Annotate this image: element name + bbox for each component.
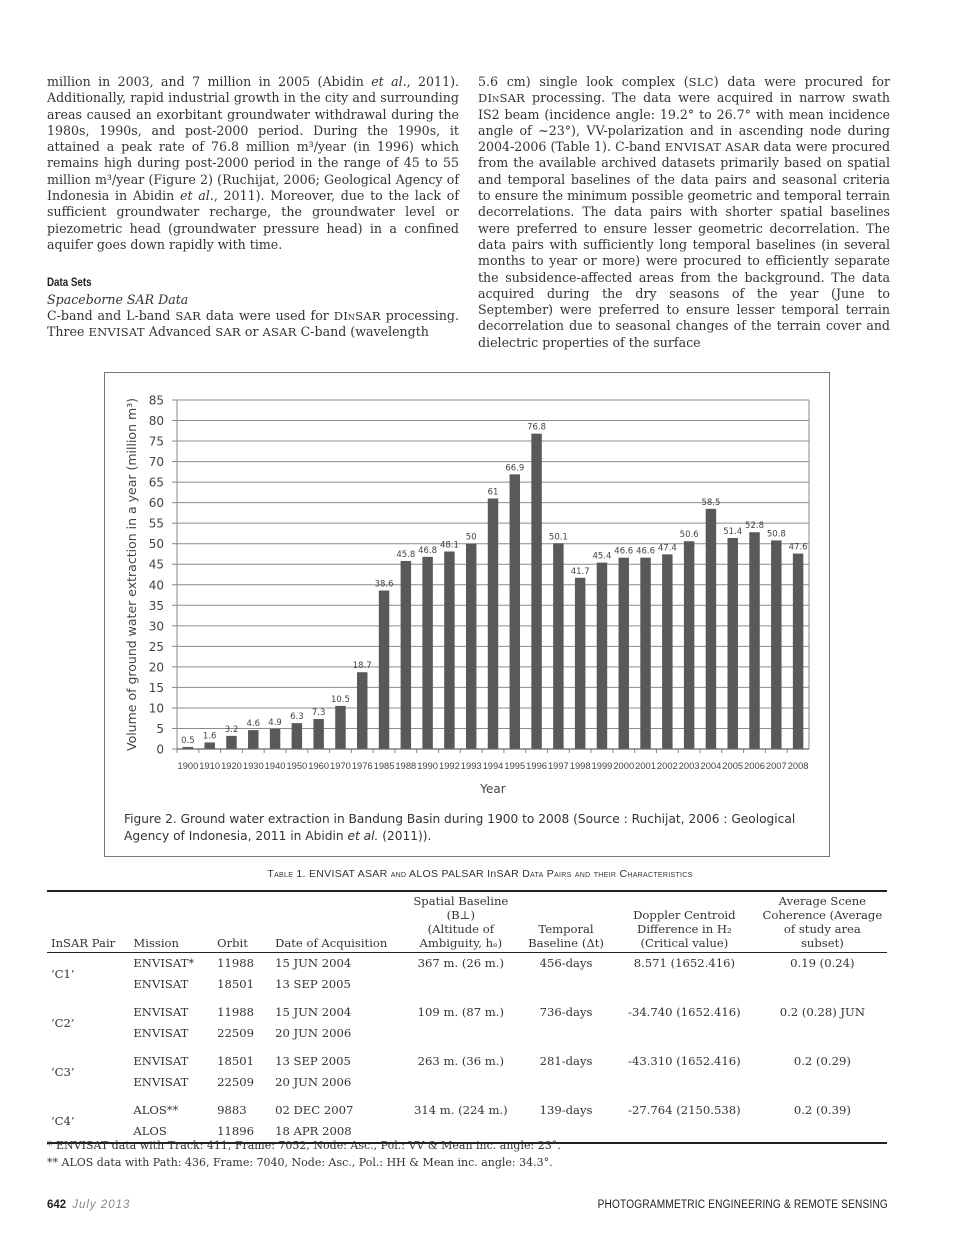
- cell-mission: ENVISAT: [133, 1005, 189, 1019]
- y-tick-label: 25: [148, 639, 164, 654]
- journal-name: PHOTOGRAMMETRIC ENGINEERING & REMOTE SENSING: [597, 1199, 888, 1211]
- header-insar-pair: InSAR Pair: [51, 936, 116, 950]
- cell-spatial-baseline: 109 m. (87 m.): [417, 1005, 504, 1019]
- bar-value-label: 76.8: [527, 422, 547, 433]
- cell-coherence: 0.2 (0.29): [793, 1054, 851, 1068]
- table-row: [47, 1002, 887, 1023]
- y-tick-label: 35: [148, 598, 164, 613]
- bar-value-label: 45.4: [592, 551, 612, 562]
- x-axis-title: Year: [480, 782, 506, 796]
- cell-date: 02 DEC 2007: [275, 1103, 354, 1117]
- bar: [727, 538, 737, 749]
- header-spatial-baseline: Spatial Baseline (B⊥) (Altitude of Ambiguity, hₑ): [413, 894, 509, 950]
- x-tick-label: 1950: [286, 761, 308, 771]
- bar: [422, 557, 432, 749]
- bar-value-label: 38.6: [374, 579, 394, 590]
- cell-mission: ENVISAT: [133, 1054, 189, 1068]
- y-tick-label: 15: [148, 680, 164, 695]
- cell-date: 13 SEP 2005: [275, 977, 351, 991]
- table-row: [47, 1051, 887, 1072]
- cell-orbit: 18501: [217, 977, 254, 991]
- bar: [510, 474, 520, 749]
- bar-value-label: 4.6: [246, 719, 261, 730]
- cell-spatial-baseline: 263 m. (36 m.): [417, 1054, 504, 1068]
- x-tick-label: 2003: [678, 761, 700, 771]
- cell-date: 18 APR 2008: [275, 1124, 352, 1138]
- cell-temporal-baseline: 139-days: [539, 1103, 593, 1117]
- x-tick-label: 1920: [221, 761, 242, 771]
- cell-date: 20 JUN 2006: [275, 1075, 352, 1089]
- x-tick-label: 1996: [526, 761, 547, 771]
- cell-doppler: -34.740 (1652.416): [628, 1005, 741, 1019]
- y-tick-label: 45: [148, 557, 164, 572]
- x-tick-label: 1960: [308, 761, 330, 771]
- bar-value-label: 6.3: [290, 712, 304, 723]
- bar: [706, 509, 716, 749]
- y-tick-label: 10: [148, 701, 164, 716]
- x-tick-label: 2004: [700, 761, 722, 771]
- bar: [684, 541, 694, 749]
- x-tick-label: 2005: [722, 761, 744, 771]
- bar: [226, 736, 236, 749]
- y-tick-label: 0: [156, 742, 164, 757]
- bar-value-label: 52.8: [745, 521, 764, 532]
- bar: [488, 499, 498, 749]
- header-coherence: Average Scene Coherence (Average of study area subset): [762, 894, 883, 950]
- x-tick-label: 1993: [460, 761, 482, 771]
- y-tick-label: 75: [148, 434, 164, 449]
- figure-2: [104, 372, 830, 857]
- bar-value-label: 51.4: [723, 526, 743, 537]
- bar: [597, 563, 607, 749]
- table-header-row: [47, 891, 887, 953]
- cell-mission: ENVISAT: [133, 1026, 189, 1040]
- table-row: [47, 1072, 887, 1093]
- bar-value-label: 50.6: [679, 530, 699, 541]
- cell-coherence: 0.2 (0.28) JUN: [779, 1005, 865, 1019]
- bar: [575, 578, 585, 749]
- bar: [619, 558, 629, 749]
- x-tick-label: 1900: [177, 761, 199, 771]
- x-tick-label: 1995: [504, 761, 526, 771]
- y-tick-label: 20: [148, 660, 164, 675]
- x-tick-label: 1930: [242, 761, 264, 771]
- x-tick-label: 1970: [330, 761, 351, 771]
- bar: [793, 554, 803, 749]
- x-tick-label: 1990: [417, 761, 439, 771]
- table-row: [47, 974, 887, 995]
- cell-date: 13 SEP 2005: [275, 1054, 351, 1068]
- bar: [401, 561, 411, 749]
- x-tick-label: 1910: [199, 761, 221, 771]
- bar-value-label: 50.1: [548, 532, 568, 543]
- cell-coherence: 0.2 (0.39): [793, 1103, 851, 1117]
- bar: [204, 742, 214, 749]
- x-tick-label: 1992: [439, 761, 460, 771]
- header-doppler: Doppler Centroid Difference in H₂ (Critical value): [633, 908, 736, 950]
- bar-value-label: 3.2: [224, 724, 239, 735]
- x-tick-label: 1976: [351, 761, 373, 771]
- bar-value-label: 1.6: [202, 731, 217, 742]
- x-tick-label: 1985: [373, 761, 395, 771]
- header-mission: Mission: [133, 936, 179, 950]
- bar: [270, 729, 280, 749]
- footnote-alos: ** ALOS data with Path: 436, Frame: 7040, Node: Asc., Pol.: HH & Mean inc. angle: 34.3°.: [47, 1155, 553, 1169]
- cell-pair: ‘C1’: [51, 966, 75, 981]
- y-tick-label: 60: [148, 496, 164, 511]
- cell-mission: ENVISAT*: [133, 956, 195, 970]
- left-column: [47, 74, 459, 340]
- cell-temporal-baseline: 736-days: [539, 1005, 593, 1019]
- cell-mission: ENVISAT: [133, 977, 189, 991]
- cell-orbit: 22509: [217, 1026, 254, 1040]
- bar-chart: [105, 373, 831, 803]
- cell-spatial-baseline: 314 m. (224 m.): [413, 1103, 508, 1117]
- x-tick-label: 1988: [395, 761, 417, 771]
- bar-value-label: 46.6: [636, 546, 656, 557]
- y-axis-title: Volume of ground water extraction in a year (million m³): [124, 397, 139, 752]
- table-title: Table 1. ENVISAT ASAR and ALOS PALSAR InSAR Data Pairs and their Characteristics: [267, 868, 693, 880]
- bar: [335, 706, 345, 749]
- x-tick-label: 2006: [744, 761, 765, 771]
- x-tick-label: 1997: [547, 761, 569, 771]
- table-footnotes: [47, 1138, 561, 1171]
- page-number: 642: [47, 1199, 67, 1211]
- x-tick-label: 2000: [613, 761, 635, 771]
- bar-value-label: 50: [465, 532, 477, 543]
- insar-pairs-table: [47, 890, 887, 1144]
- cell-doppler: -43.310 (1652.416): [628, 1054, 741, 1068]
- cell-temporal-baseline: 456-days: [539, 956, 593, 970]
- cell-spatial-baseline: 367 m. (26 m.): [417, 956, 504, 970]
- cell-pair: ‘C4’: [51, 1113, 75, 1128]
- issue-date: July 2013: [72, 1199, 131, 1211]
- x-tick-label: 1994: [482, 761, 504, 771]
- bar: [444, 552, 454, 749]
- bar: [771, 540, 781, 749]
- bar-value-label: 61: [487, 487, 499, 498]
- header-temporal-baseline: Temporal Baseline (Δt): [528, 922, 604, 950]
- cell-orbit: 11896: [217, 1124, 254, 1138]
- section-heading-data-sets: Data Sets: [47, 277, 92, 290]
- cell-doppler: -27.764 (2150.538): [628, 1103, 741, 1117]
- y-tick-label: 85: [148, 393, 164, 408]
- bar: [531, 434, 541, 749]
- bar: [553, 543, 563, 749]
- cell-orbit: 22509: [217, 1075, 254, 1089]
- cell-date: 15 JUN 2004: [275, 956, 352, 970]
- x-tick-label: 1999: [591, 761, 613, 771]
- bar-value-label: 46.6: [614, 546, 634, 557]
- cell-coherence: 0.19 (0.24): [790, 956, 855, 970]
- x-tick-label: 2002: [656, 761, 678, 771]
- y-tick-label: 40: [148, 578, 164, 593]
- figure-caption: Figure 2. Ground water extraction in Bandung Basin during 1900 to 2008 (Source : Ruchijat, 2006 : Geological Agency of Indonesia, 2011 in Abidin et al. (2011)).: [124, 812, 796, 843]
- bar: [662, 554, 672, 749]
- bar-value-label: 4.9: [268, 717, 282, 728]
- cell-doppler: 8.571 (1652.416): [633, 956, 735, 970]
- table-row: [47, 953, 887, 975]
- bar-value-label: 18.7: [352, 661, 372, 672]
- cell-mission: ENVISAT: [133, 1075, 189, 1089]
- sar-data-paragraph: C-band and L-band SAR data were used for DInSAR processing. Three ENVISAT Advanced SAR or ASAR C-band (wavelength: [47, 307, 459, 340]
- cell-mission: ALOS**: [133, 1103, 179, 1117]
- y-tick-label: 30: [148, 619, 164, 634]
- cell-orbit: 18501: [217, 1054, 254, 1068]
- bar-value-label: 41.7: [570, 566, 590, 577]
- cell-mission: ALOS: [133, 1124, 167, 1138]
- table-row: [47, 1023, 887, 1044]
- footnote-envisat: * ENVISAT data with Track: 411, Frame: 7052, Node: Asc., Pol.: VV & Mean inc. angle: 23°.: [47, 1139, 561, 1152]
- y-tick-label: 70: [148, 455, 164, 470]
- cell-pair: ‘C3’: [51, 1064, 75, 1079]
- bar-value-label: 48.1: [439, 540, 459, 551]
- bar-value-label: 45.8: [396, 549, 416, 560]
- x-tick-label: 2001: [635, 761, 656, 771]
- bar-value-label: 0.5: [181, 735, 195, 746]
- y-tick-label: 80: [148, 414, 164, 429]
- header-orbit: Orbit: [217, 936, 248, 950]
- table-row: [47, 1100, 887, 1121]
- bar-value-label: 10.5: [330, 694, 350, 705]
- bar-value-label: 58.5: [701, 497, 721, 508]
- bar: [749, 532, 759, 749]
- right-column: [478, 74, 890, 351]
- cell-temporal-baseline: 281-days: [539, 1054, 593, 1068]
- bar: [379, 591, 389, 749]
- bar-value-label: 50.8: [766, 529, 786, 540]
- x-tick-label: 2008: [787, 761, 809, 771]
- bar: [357, 672, 367, 749]
- subsection-heading-sar-data: Spaceborne SAR Data: [47, 291, 189, 307]
- bar: [313, 719, 323, 749]
- page-footer-left: [47, 1199, 130, 1211]
- x-tick-label: 1940: [264, 761, 286, 771]
- x-tick-label: 1998: [569, 761, 591, 771]
- bar-value-label: 46.8: [418, 545, 438, 556]
- bar: [466, 544, 476, 749]
- bar: [292, 723, 302, 749]
- bar: [248, 730, 258, 749]
- y-tick-label: 50: [148, 537, 164, 552]
- slc-data-paragraph: 5.6 cm) single look complex (SLC) data were procured for DInSAR processing. The data were acquired in narrow swath IS2 beam (incidence angle: 19.2° to 26.7° with mean incidence angle of ~23°), VV-polarization and in ascending node during 2004-2006 (Table 1). C-band ENVISAT ASAR data were procured from the available archived datasets primarily based on spatial and temporal baselines of the data pairs and seasonal criteria to ensure the minimum possible geometric and temporal terrain decorrelations. The data pairs with shorter spatial baselines were preferred to ensure lesser geometric decorrelation. The data pairs with sufficiently long temporal baselines (in several months to year or more) were procured to efficiently separate the subsidence-affected areas from the background. The data acquired during the dry seasons of the year (June to September) were preferred to ensure lesser temporal terrain decorrelation due to seasonal changes of the terrain cover and dielectric properties of the surface: [478, 74, 891, 350]
- y-tick-label: 55: [148, 516, 164, 531]
- cell-date: 20 JUN 2006: [275, 1026, 352, 1040]
- bar: [640, 558, 650, 749]
- cell-pair: ‘C2’: [51, 1015, 75, 1030]
- cell-orbit: 11988: [217, 1005, 254, 1019]
- header-date: Date of Acquisition: [275, 936, 388, 950]
- y-tick-label: 65: [148, 475, 164, 490]
- bar-value-label: 47.6: [788, 542, 808, 553]
- bar-value-label: 7.3: [311, 708, 326, 719]
- intro-paragraph: million in 2003, and 7 million in 2005 (Abidin et al., 2011). Additionally, rapid industrial growth in the city and surrounding areas caused an exorbitant groundwater withdrawal during the 1980s, 1990s, and post-2000 period. During the 1990s, it attained a peak rate of 76.8 million m³/year (in 1996) which remains high during post-2000 period in the range of 45 to 55 million m³/year (Figure 2) (Ruchijat, 2006; Geological Agency of Indonesia in Abidin et al., 2011). Moreover, due to the lack of sufficient groundwater recharge, the groundwater level or piezometric head (groundwater pressure head) in a confined aquifer goes down rapidly with time.: [47, 74, 460, 252]
- bar-value-label: 66.9: [505, 463, 525, 474]
- x-tick-label: 2007: [765, 761, 787, 771]
- cell-orbit: 11988: [217, 956, 254, 970]
- y-tick-label: 5: [156, 721, 164, 736]
- cell-orbit: 9883: [217, 1103, 247, 1117]
- bar-value-label: 47.4: [657, 543, 677, 554]
- cell-date: 15 JUN 2004: [275, 1005, 352, 1019]
